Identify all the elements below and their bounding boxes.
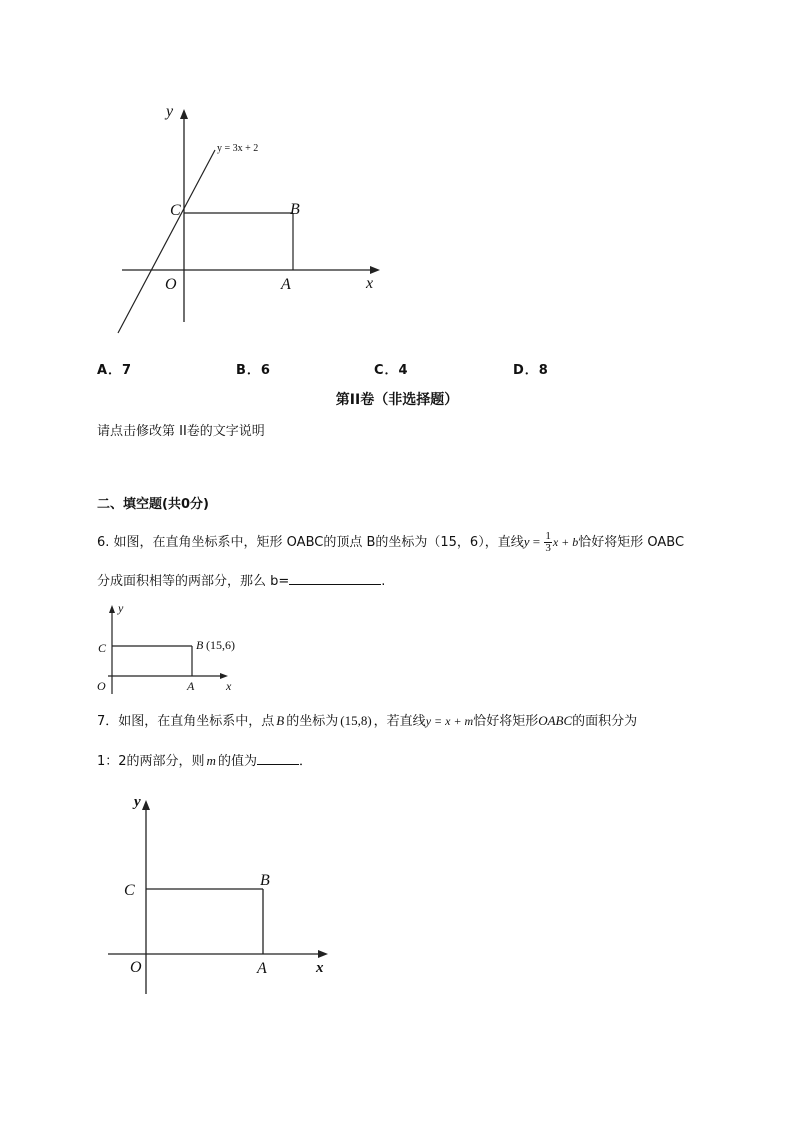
figure-3: [100, 790, 340, 1000]
q7-text-e: 的面积分为: [572, 714, 638, 729]
choice-a[interactable]: A．7: [97, 363, 133, 378]
q7-point-B: B: [276, 713, 285, 728]
fig2-point-B: B: [196, 638, 204, 652]
fig3-y-label: y: [134, 794, 141, 810]
q7-text-c: ，若直线: [373, 714, 426, 729]
q6-frac-den: 3: [545, 542, 551, 554]
question-6-line-2: [97, 570, 385, 592]
q6-eq-equals: =: [529, 534, 544, 549]
fig3-point-A: A: [257, 960, 267, 977]
point-A: A: [281, 276, 291, 293]
q7-text-a: 7．如图，在直角坐标系中，点: [97, 714, 275, 729]
question-7-line-2: [97, 750, 312, 772]
fig2-x-label: x: [226, 679, 232, 693]
q6-answer-blank[interactable]: [289, 570, 381, 585]
choice-d[interactable]: D．8: [513, 363, 549, 378]
fig2-y-axis-arrow: [109, 605, 115, 613]
question-7-line-1: [97, 711, 637, 732]
q7-rect: OABC: [538, 713, 573, 728]
q7-text-b: 的坐标为: [286, 714, 339, 729]
choice-b[interactable]: B．6: [236, 363, 271, 378]
point-O: O: [165, 276, 177, 293]
question-6-line-1: [97, 530, 684, 555]
fig2-point-O: O: [97, 679, 106, 693]
fill-section-heading: 二、填空题(共0分): [97, 497, 209, 512]
section-2-title: 第II卷（非选择题）: [335, 392, 459, 408]
section-2-note[interactable]: 请点击修改第 II卷的文字说明: [97, 424, 265, 439]
fig3-point-C: C: [124, 882, 135, 899]
fig2-point-B-coord: (15,6): [206, 638, 235, 652]
figure-1: [110, 95, 400, 345]
q6-frac-num: 1: [545, 530, 551, 542]
y-axis-arrow: [180, 109, 188, 119]
q7-text-line2-a: 1：2的两部分，则: [97, 754, 205, 769]
y-axis-label: y: [166, 103, 174, 120]
q7-answer-blank[interactable]: [257, 750, 299, 765]
q6-text-prefix: 6. 如图，在直角坐标系中，矩形 OABC的顶点 B的坐标为（15，6），直线: [97, 535, 524, 550]
fig3-y-axis-arrow: [142, 800, 150, 810]
q7-m: m: [206, 753, 216, 768]
fig3-point-B: B: [260, 872, 270, 889]
q7-eq: y = x + m: [425, 714, 474, 728]
q7-text-line2-b: 的值为: [217, 754, 257, 769]
fig2-point-A: A: [187, 679, 195, 693]
point-B: B: [290, 201, 300, 218]
q6-text-suffix: 恰好将矩形 OABC: [578, 535, 685, 550]
fig2-y-label: y: [118, 601, 124, 615]
q6-eq-y: y: [523, 534, 530, 549]
q6-line-2-end: .: [381, 574, 386, 589]
q7-coord: (15,8): [340, 713, 372, 728]
figure-2: [90, 598, 250, 698]
x-axis-arrow: [370, 266, 380, 274]
fig3-x-label: x: [316, 960, 324, 976]
x-axis-label: x: [366, 275, 374, 292]
q7-line-2-end: ．: [298, 754, 312, 769]
q6-line-2-text: 分成面积相等的两部分，那么 b=: [97, 574, 290, 589]
q7-text-d: 恰好将矩形: [473, 714, 539, 729]
q6-eq-rest: x + b: [552, 535, 579, 549]
line-label: y = 3x + 2: [217, 143, 259, 154]
fig2-point-C: C: [98, 641, 107, 655]
fig3-point-O: O: [130, 959, 142, 976]
q6-fraction: [544, 531, 552, 554]
point-C: C: [170, 202, 181, 219]
line-y-3x-2: [118, 150, 215, 333]
fig3-x-axis-arrow: [318, 950, 328, 958]
choice-c[interactable]: C．4: [374, 363, 409, 378]
